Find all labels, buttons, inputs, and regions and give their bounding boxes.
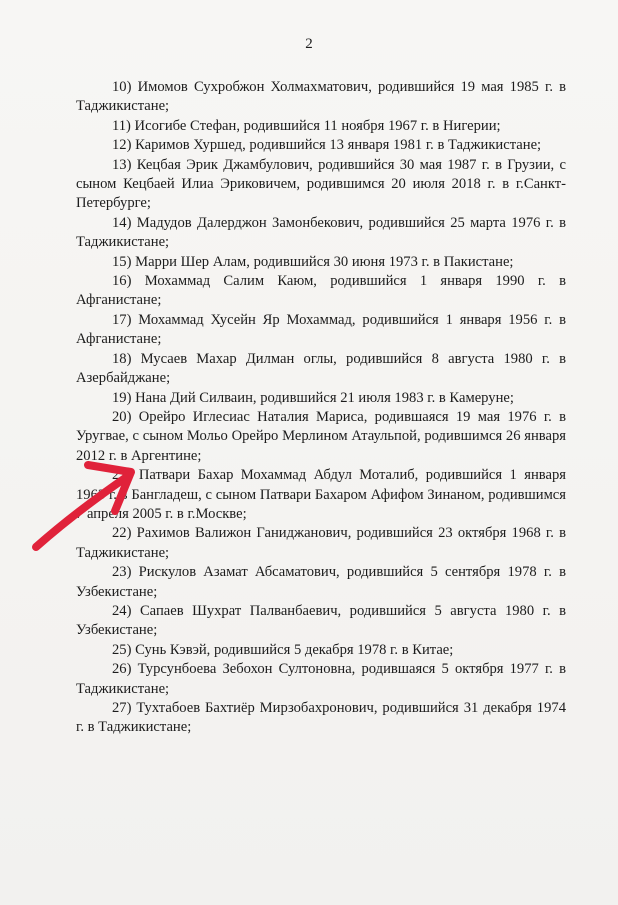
list-item: 10) Имомов Сухробжон Холмахматович, родившийся 19 мая 1985 г. в Таджикистане; [76, 79, 566, 115]
list-item: 19) Нана Дий Силваин, родившийся 21 июля 1983 г. в Камеруне; [112, 389, 514, 406]
list-item: 27) Тухтабоев Бахтиёр Мирзобахронович, родившийся 31 декабря 1974 г. в Таджикистане; [76, 700, 566, 736]
page-number: 2 [305, 36, 313, 52]
list-item: 12) Каримов Хуршед, родившийся 13 января 1981 г. в Таджикистане; [112, 137, 542, 154]
list-item: 24) Сапаев Шухрат Палванбаевич, родившийся 5 августа 1980 г. в Узбекистане; [76, 602, 566, 639]
list-item: 14) Мадудов Далерджон Замонбекович, родившийся 25 марта 1976 г. в Таджикистане; [76, 214, 566, 251]
list-item: 23) Рискулов Азамат Абсаматович, родившийся 5 сентября 1978 г. в Узбекистане; [76, 564, 566, 600]
list-item-highlighted: 20) Орейро Иглесиас Наталия Мариса, родившаяся 19 мая 1976 г. в Уругвае, с сыном Мольо Орейро Мерлином Атаульпой, родившимся 26 января 2012 г. в Аргентине; [76, 408, 566, 464]
list-item: 17) Мохаммад Хусейн Яр Мохаммад, родившийся 1 января 1956 г. в Афганистане; [76, 311, 566, 348]
persons-list [76, 78, 566, 738]
list-item: 11) Исогибе Стефан, родившийся 11 ноября 1967 г. в Нигерии; [112, 117, 501, 134]
list-item: 22) Рахимов Валижон Ганиджанович, родившийся 23 октября 1968 г. в Таджикистане; [76, 525, 566, 561]
list-item: 15) Марри Шер Алам, родившийся 30 июня 1973 г. в Пакистане; [112, 253, 514, 270]
list-item: 16) Мохаммад Салим Каюм, родившийся 1 января 1990 г. в Афганистане; [76, 273, 566, 309]
list-item: 26) Турсунбоева Зебохон Султоновна, родившаяся 5 октября 1977 г. в Таджикистане; [76, 661, 566, 697]
list-item: 21) Патвари Бахар Мохаммад Абдул Моталиб, родившийся 1 января 1963 г. в Бангладеш, с сыном Патвари Бахаром Афифом Зинаном, родившимся 7 апреля 2005 г. в г.Москве; [76, 467, 566, 522]
list-item: 25) Сунь Кэвэй, родившийся 5 декабря 1978 г. в Китае; [112, 641, 454, 658]
list-item: 18) Мусаев Махар Дилман оглы, родившийся 8 августа 1980 г. в Азербайджане; [76, 350, 566, 387]
list-item: 13) Кецбая Эрик Джамбулович, родившийся 30 мая 1987 г. в Грузии, с сыном Кецбаей Илиа Эриковичем, родившимся 20 июля 2018 г. в г.Санкт-Петербурге; [76, 156, 566, 212]
